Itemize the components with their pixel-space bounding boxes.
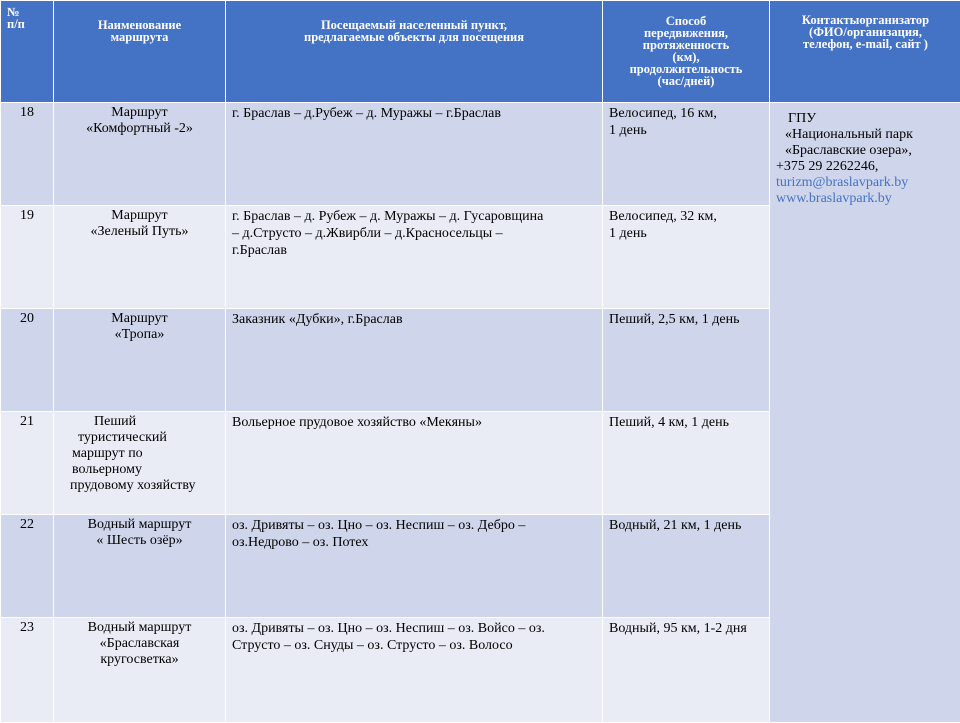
route-name: Маршрут «Зеленый Путь» <box>54 206 226 309</box>
route-places: оз. Дривяты – оз. Цно – оз. Неспиш – оз. Войсо – оз. Струсто – оз. Снуды – оз. Струсто – оз. Волосо <box>226 618 603 723</box>
route-transport: Велосипед, 16 км, 1 день <box>603 103 770 206</box>
route-places: Вольерное прудовое хозяйство «Мекяны» <box>226 412 603 515</box>
route-transport: Пеший, 2,5 км, 1 день <box>603 309 770 412</box>
route-number: 19 <box>1 206 54 309</box>
header-transport-mode: Способ передвижения, протяженность (км), продолжительность (час/дней) <box>603 1 770 103</box>
route-transport: Водный, 95 км, 1-2 дня <box>603 618 770 723</box>
header-route-name: Наименование маршрута <box>54 1 226 103</box>
route-number: 23 <box>1 618 54 723</box>
header-number: № п/п <box>1 1 54 103</box>
route-places: г. Браслав – д. Рубеж – д. Муражы – д. Гусаровщина – д.Струсто – д.Жвирбли – д.Красносельцы – г.Браслав <box>226 206 603 309</box>
route-number: 18 <box>1 103 54 206</box>
route-name: Маршрут «Тропа» <box>54 309 226 412</box>
contact-park-name: «Национальный парк <box>776 127 960 143</box>
route-name: Пеший туристический маршрут по вольерному прудовому хозяйству <box>54 412 226 515</box>
route-name: Маршрут «Комфортный -2» <box>54 103 226 206</box>
contact-org: ГПУ <box>776 111 960 127</box>
table-row <box>1 103 960 206</box>
table-header-row <box>1 1 960 103</box>
organizer-contacts <box>770 103 960 723</box>
contact-park-name-2: «Браславские озера», <box>776 143 960 159</box>
route-places: г. Браслав – д.Рубеж – д. Муражы – г.Браслав <box>226 103 603 206</box>
contact-email-link[interactable]: turizm@braslavpark.by <box>776 175 960 191</box>
route-number: 21 <box>1 412 54 515</box>
header-places: Посещаемый населенный пункт, предлагаемые объекты для посещения <box>226 1 603 103</box>
header-contacts: Контактыорганизатор (ФИО/организация, телефон, e-mail, сайт ) <box>770 1 960 103</box>
contact-website-link[interactable]: www.braslavpark.by <box>776 191 960 207</box>
route-transport: Водный, 21 км, 1 день <box>603 515 770 618</box>
route-places: оз. Дривяты – оз. Цно – оз. Неспиш – оз. Дебро – оз.Недрово – оз. Потех <box>226 515 603 618</box>
route-number: 20 <box>1 309 54 412</box>
contact-phone: +375 29 2262246, <box>776 159 960 175</box>
route-name: Водный маршрут « Шесть озёр» <box>54 515 226 618</box>
route-number: 22 <box>1 515 54 618</box>
route-transport: Пеший, 4 км, 1 день <box>603 412 770 515</box>
route-places: Заказник «Дубки», г.Браслав <box>226 309 603 412</box>
route-name: Водный маршрут «Браславская кругосветка» <box>54 618 226 723</box>
route-transport: Велосипед, 32 км, 1 день <box>603 206 770 309</box>
